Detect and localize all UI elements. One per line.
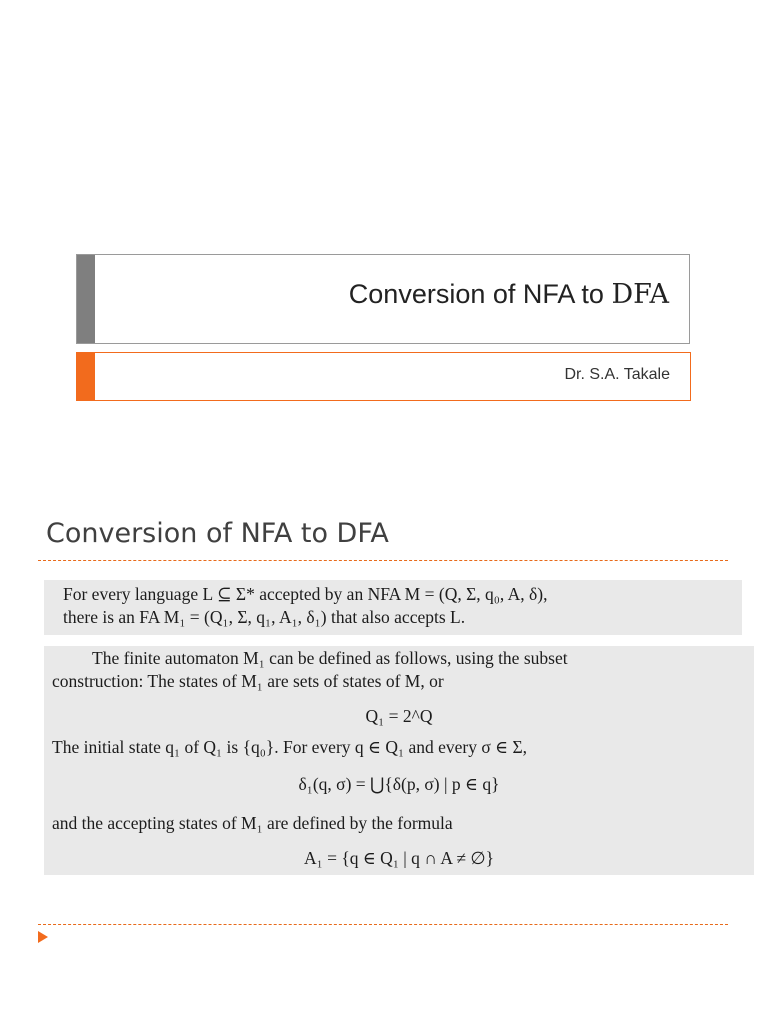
play-arrow-icon [38,931,48,943]
subtitle-box [76,352,691,401]
formula-delta1: δ₁(q, σ) = ⋃{δ(p, σ) | p ∈ q} [298,774,500,794]
subtitle-accent-bar [77,353,95,400]
slide-title-text: Conversion of NFA to [348,279,604,309]
construction-box [44,646,754,875]
slide-title-tail: DFA [611,279,669,310]
footer-divider [38,924,728,925]
construction-line-2: construction: The states of M₁ are sets of states of M, or [52,671,444,691]
slide-title [349,279,669,310]
theorem-box [44,580,742,635]
formula-a1: A₁ = {q ∈ Q₁ | q ∩ A ≠ ∅} [303,848,495,868]
theorem-line-1: For every language L ⊆ Σ* accepted by an NFA M = (Q, Σ, q₀, A, δ), [63,584,548,604]
heading-divider [38,560,728,561]
formula-q1: Q₁ = 2^Q [365,706,433,726]
slide2-heading: Conversion of NFA to DFA [46,518,389,549]
construction-line-4: and the accepting states of M₁ are defined by the formula [52,813,453,833]
theorem-line-2: there is an FA M₁ = (Q₁, Σ, q₁, A₁, δ₁) that also accepts L. [63,607,466,627]
slide-subtitle: Dr. S.A. Takale [564,366,670,383]
construction-line-1: The finite automaton M₁ can be defined as follows, using the subset [92,648,568,668]
construction-line-3: The initial state q₁ of Q₁ is {q₀}. For every q ∈ Q₁ and every σ ∈ Σ, [52,737,528,757]
title-accent-bar [77,255,95,343]
title-box [76,254,690,344]
